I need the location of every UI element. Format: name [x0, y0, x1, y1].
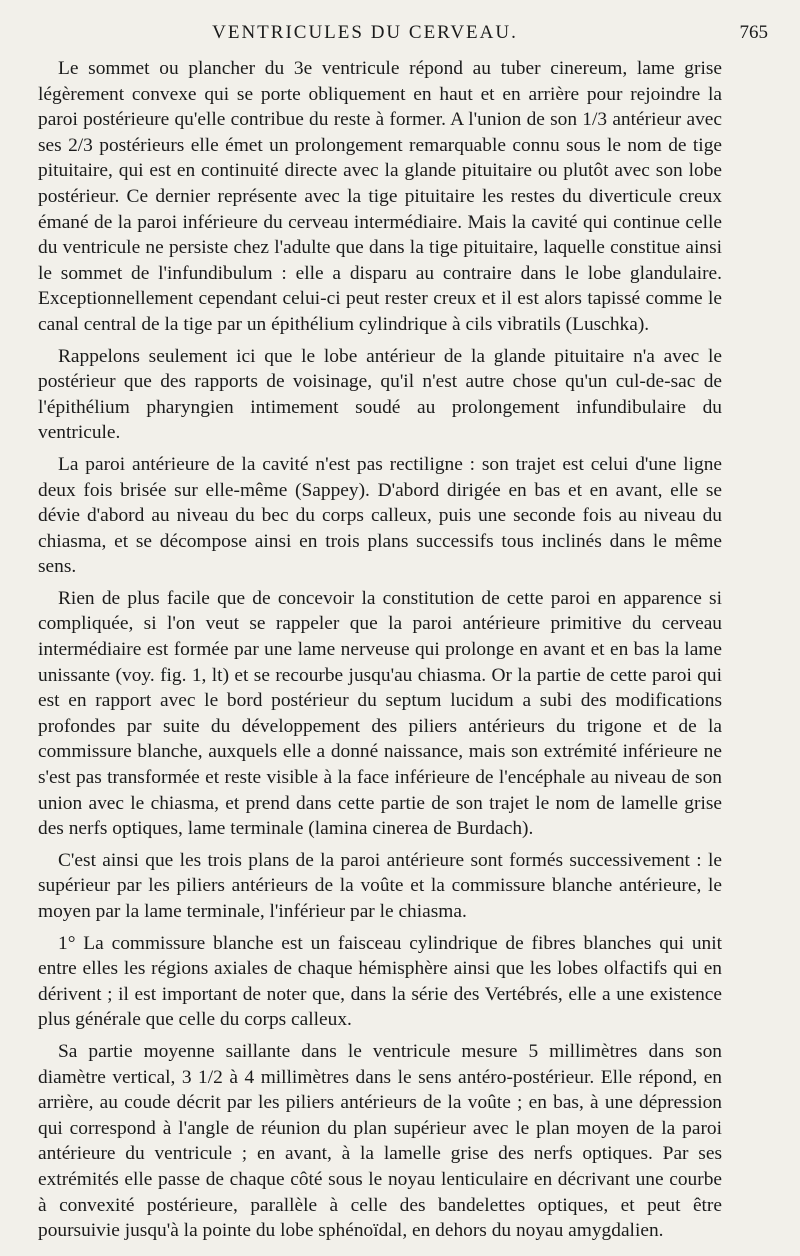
paragraph: Rien de plus facile que de concevoir la constitution de cette paroi en apparence si compliquée, si l'on veut se rappeler que la paroi antérieure primitive du cerveau intermédiaire est formée par une lame nerveuse qui prolonge en avant et en bas la lame unissante (voy. fig. 1, lt) et se recourbe jusqu'au chiasma. Or la partie de cette paroi qui est en rapport avec le bord postérieur du septum lucidum a subi des modifications profondes par suite du développement des piliers antérieurs du trigone et de la commissure blanche, auxquels elle a donné naissance, mais son extrémité inférieure ne s'est pas transformée et reste visible à la face inférieure de l'encéphale au niveau de son union avec le chiasma, et prend dans cette partie de son trajet le nom de lamelle grise des nerfs optiques, lame terminale (lamina cinerea de Burdach). — [38, 587, 722, 840]
paragraph: C'est ainsi que les trois plans de la paroi antérieure sont formés successivement : le supérieur par les piliers antérieurs de la voûte et la commissure blanche antérieure, le moyen par la lame terminale, l'inférieur par le chiasma. — [38, 849, 722, 922]
body-text — [38, 56, 722, 1244]
paragraph: La paroi antérieure de la cavité n'est pas rectiligne : son trajet est celui d'une ligne deux fois brisée sur elle-même (Sappey). D'abord dirigée en bas et en avant, elle se dévie d'abord au niveau du bec du corps calleux, puis une seconde fois au niveau du chiasma, et se décompose ainsi en trois plans successifs tous inclinés dans le même sens. — [38, 453, 722, 578]
page-number: 765 — [739, 22, 768, 43]
running-title: VENTRICULES DU CERVEAU. — [212, 22, 518, 43]
paragraph: Le sommet ou plancher du 3e ventricule répond au tuber cinereum, lame grise légèrement convexe qui se porte obliquement en haut et en arrière pour rejoindre la paroi postérieure qu'elle contribue du reste à former. A l'union de son 1/3 antérieur avec ses 2/3 postérieurs elle émet un prolongement remarquable connu sous le nom de tige pituitaire, qui est en continuité directe avec la glande pituitaire ou plutôt avec son lobe postérieur. Ce dernier représente avec la tige pituitaire les restes du diverticule creux émané de la paroi inférieure du cerveau intermédiaire. Mais la cavité qui continue celle du ventricule ne persiste chez l'adulte que dans la tige pituitaire, laquelle constitue ainsi le sommet de l'infundibulum : elle a disparu au contraire dans le lobe glandulaire. Exceptionnellement cependant celui-ci peut rester creux et il est alors tapissé comme le canal central de la tige par un épithélium cylindrique à cils vibratils (Luschka). — [38, 58, 722, 335]
running-head — [38, 22, 768, 56]
paragraph: 1° La commissure blanche est un faisceau cylindrique de fibres blanches qui unit entre elles les régions axiales de chaque hémisphère ainsi que les lobes olfactifs qui en dérivent ; il est important de noter que, dans la série des Vertébrés, elle a une existence plus générale que celle du corps calleux. — [38, 932, 722, 1031]
paragraph: Rappelons seulement ici que le lobe antérieur de la glande pituitaire n'a avec le postérieur que des rapports de voisinage, qu'il n'est autre chose qu'un cul-de-sac de l'épithélium pharyngien intimement soudé au prolongement infundibulaire du ventricule. — [38, 345, 722, 444]
paragraph: Sa partie moyenne saillante dans le ventricule mesure 5 millimètres dans son diamètre vertical, 3 1/2 à 4 millimètres dans le sens antéro-postérieur. Elle répond, en arrière, au coude décrit par les piliers antérieurs de la voûte ; en bas, à une dépression qui correspond à l'angle de réunion du plan supérieur avec le plan moyen de la paroi antérieure du ventricule ; en avant, à la lamelle grise des nerfs optiques. Par ses extrémités elle passe de chaque côté sous le noyau lenticulaire en décrivant une courbe à convexité postérieure, parallèle à celle des bandelettes optiques, et peut être poursuivie jusqu'à la pointe du lobe sphénoïdal, en dehors du noyau amygdalien. — [38, 1040, 722, 1242]
